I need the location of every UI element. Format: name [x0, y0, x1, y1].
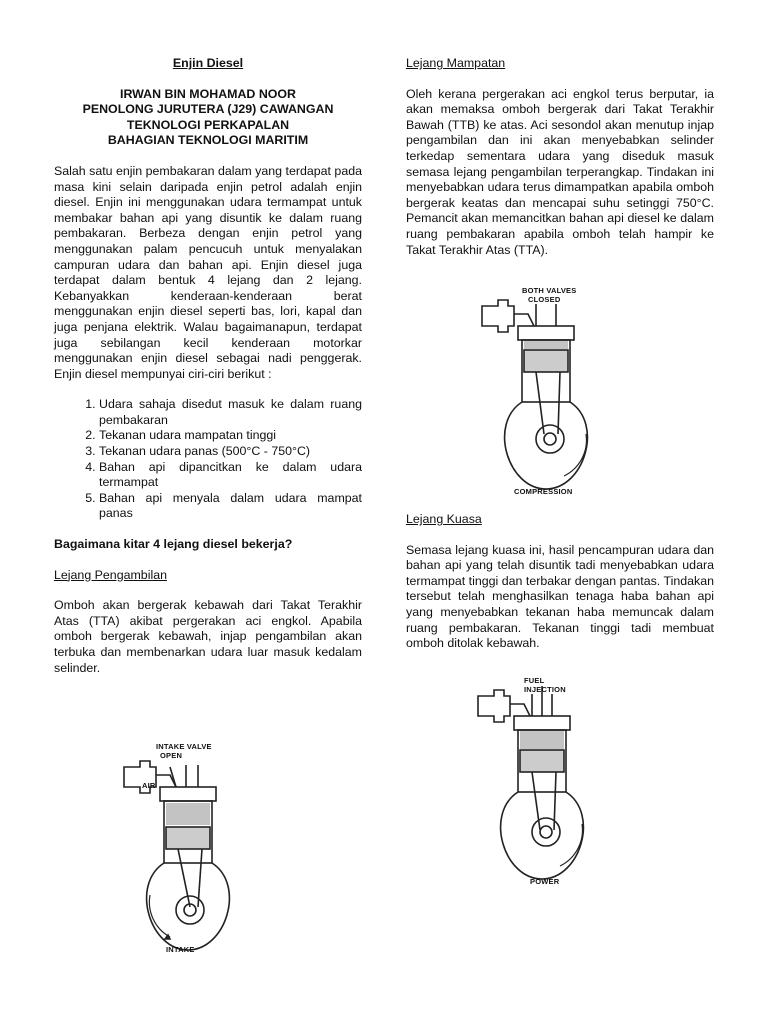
- intro-paragraph: Salah satu enjin pembakaran dalam yang terdapat pada masa kini selain daripada enjin petrol adalah enjin diesel. Enjin ini menggunakan udara termampat untuk membakar bahan api yang disuntik ke dalam ruang pembakaran. Berbeza dengan enjin petrol yang menggunakan palam pencucuh untuk menyalakan campuran udara dan bahan api. Enjin diesel juga terdapat dalam bentuk 4 lejang dan 2 lejang. Kebanyakkan kenderaan-kenderaan berat menggunakan enjin diesel seperti bas, lori, kapal dan juga penjana elektrik. Walau bagaimanapun, terdapat juga sebilangan kecil kenderaan motorkar menggunakan enjin diesel sebagai nadi penggerak. Enjin diesel mempunyai ciri-ciri berikut :: [54, 163, 362, 381]
- right-column: [406, 56, 714, 258]
- page-title: Enjin Diesel: [172, 56, 244, 70]
- feature-list: [54, 397, 362, 522]
- left-column: [54, 56, 362, 676]
- author-name: IRWAN BIN MOHAMAD NOOR: [120, 86, 296, 101]
- compression-fig-label-closed: CLOSED: [528, 295, 561, 304]
- list-item: 3. Tekanan udara panas (500°C - 750°C): [99, 444, 362, 460]
- list-item: 2. Tekanan udara mampatan tinggi: [99, 428, 362, 444]
- intake-diagram: [120, 742, 260, 960]
- power-heading: Lejang Kuasa: [406, 512, 482, 526]
- list-item: 4. Bahan api dipancitkan ke dalam udara termampat: [99, 460, 362, 491]
- compression-fig-label-valves: BOTH VALVES: [522, 286, 577, 295]
- power-fig-label-fuel: FUEL: [524, 676, 545, 685]
- engine-power-illustration: [474, 674, 614, 889]
- compression-diagram: [478, 284, 618, 499]
- engine-intake-illustration: [120, 745, 260, 960]
- list-item: 1. Udara sahaja disedut masuk ke dalam ruang pembakaran: [99, 397, 362, 428]
- compression-heading: Lejang Mampatan: [406, 56, 506, 70]
- right-column-lower: [406, 512, 714, 652]
- intake-fig-label-air: AIR: [142, 781, 156, 790]
- intake-heading: Lejang Pengambilan: [54, 567, 167, 582]
- author-department: BAHAGIAN TEKNOLOGI MARITIM: [107, 133, 309, 148]
- power-fig-label-injection: INJECTION: [524, 685, 566, 694]
- compression-fig-caption: COMPRESSION: [514, 487, 573, 496]
- author-position: PENOLONG JURUTERA (J29) CAWANGAN TEKNOLOGI PERKAPALAN: [82, 102, 334, 132]
- power-diagram: [474, 674, 614, 889]
- power-paragraph: Semasa lejang kuasa ini, hasil pencampuran udara dan bahan api yang telah disuntik tadi menyebabkan udara termampat tinggi dan terbakar dengan pantas. Tindakan tersebut telah menghasilkan tenaga haba bahan api yang menyebabkan tekanan haba memuncak dalam ruang pembakaran. Tekanan tinggi tadi membuat omboh ditolak kebawah.: [406, 542, 714, 651]
- power-fig-caption: POWER: [530, 877, 560, 886]
- intake-fig-label-open: OPEN: [160, 751, 183, 760]
- question-heading: Bagaimana kitar 4 lejang diesel bekerja?: [54, 537, 293, 552]
- intake-paragraph: Omboh akan bergerak kebawah dari Takat Terakhir Atas (TTA) akibat pergerakan aci engkol. Apabila omboh bergerak kebawah, injap pengambilan akan terbuka dan membenarkan udara luar masuk kedalam selinder.: [54, 598, 362, 675]
- intake-fig-label-valve: INTAKE VALVE: [156, 742, 212, 751]
- list-item: 5. Bahan api menyala dalam udara mampat panas: [99, 491, 362, 522]
- engine-compression-illustration: [478, 284, 618, 499]
- intake-fig-caption: INTAKE: [166, 945, 195, 954]
- compression-paragraph: Oleh kerana pergerakan aci engkol terus berputar, ia akan memaksa omboh bergerak dari Takat Terakhir Bawah (TTB) ke atas. Aci sesondol akan menutup injap pengambilan dan ini akan menyebabkan selinder terkedap sementara udara yang diseduk masuk semasa lejang pengambilan terperangkap. Tindakan ini menyebabkan udara terus dimampatkan apabila omboh bergerak keatas dan mencapai suhu setinggi 750°C. Pemancit akan memancitkan bahan api diesel ke dalam ruang pembakaran apabila omboh telah hampir ke Takat Terakhir Atas (TTA).: [406, 86, 714, 257]
